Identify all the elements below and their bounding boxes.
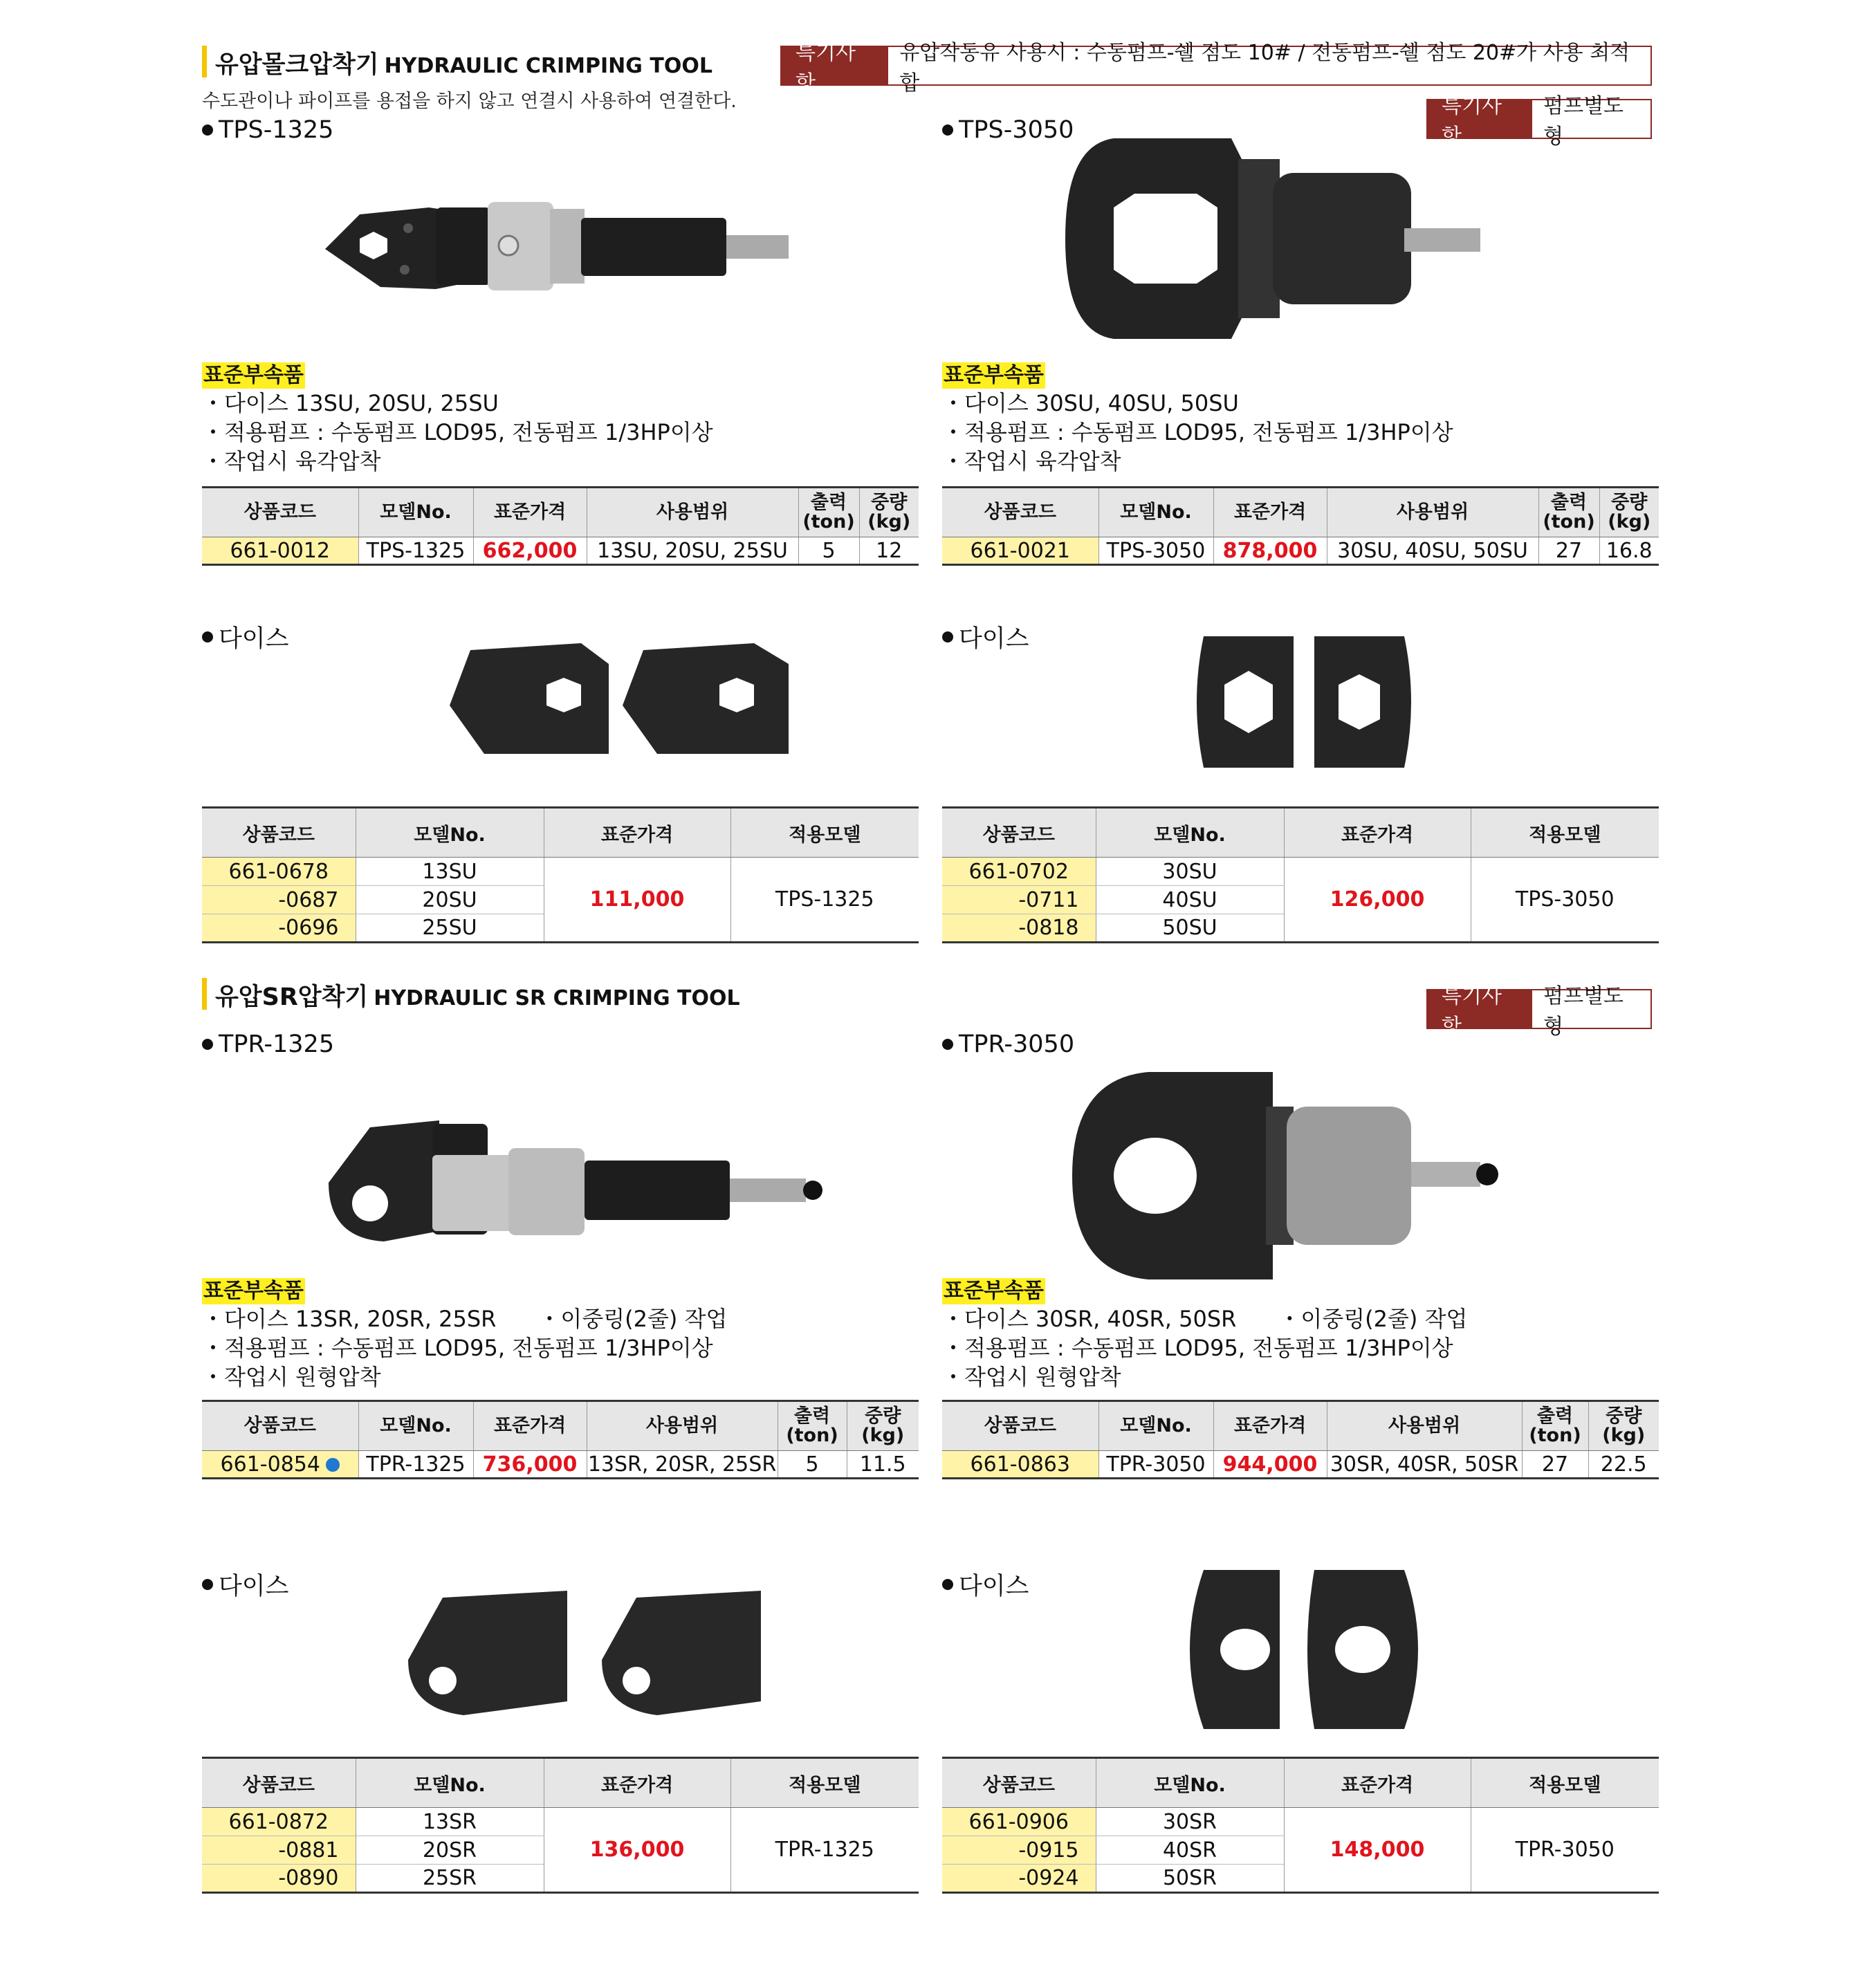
model-no: 50SR [1096,1865,1284,1893]
weight-kg: 16.8 [1599,537,1659,565]
standard-accessories [942,1278,1467,1392]
model-heading [942,1030,1074,1058]
dies-image-tpr1325 [401,1584,775,1722]
note-tag: 특기사항 [1428,990,1532,1028]
header-range: 사용범위 [587,488,798,537]
section-title-sr-crimping [202,978,740,1010]
header-weight: 중량 (kg) [847,1401,919,1451]
accessory-line: ・작업시 원형압착 [202,1364,381,1390]
bullet-icon [942,1039,953,1050]
product-code: 661-0678 [202,858,356,886]
header-apply: 적용모델 [1471,808,1659,858]
section-title-en: HYDRAULIC SR CRIMPING TOOL [374,986,740,1010]
dies-label: 다이스 [219,625,289,653]
header-price: 표준가격 [1213,488,1327,537]
model-name: TPR-3050 [959,1030,1075,1058]
table-row [942,537,1659,565]
product-code: 661-0906 [942,1808,1096,1836]
header-apply: 적용모델 [1471,1758,1659,1808]
standard-accessories [202,1278,727,1392]
header-model: 모델No. [356,808,544,858]
section-title-ko: 유압몰크압착기 [215,51,379,79]
section-description: 수도관이나 파이프를 용접을 하지 않고 연결시 사용하여 연결한다. [202,91,737,112]
price: 136,000 [544,1808,730,1893]
model-heading [202,1030,334,1058]
header-output: 출력 (ton) [778,1401,847,1451]
header-range: 사용범위 [587,1401,778,1451]
model-name: TPS-3050 [959,116,1074,144]
product-code: -0890 [202,1865,356,1893]
accessories-title: 표준부속품 [944,1279,1044,1303]
output-ton: 5 [798,537,859,565]
section-title-ko: 유압SR압착기 [215,983,369,1011]
model-name: TPR-1325 [219,1030,335,1058]
table-row [202,537,919,565]
header-code: 상품코드 [942,1401,1098,1451]
model-no: 25SR [356,1865,544,1893]
product-image-tpr1325 [322,1107,847,1252]
table-row [202,858,919,886]
weight-kg: 12 [859,537,919,565]
product-table [942,486,1659,566]
header-price: 표준가격 [1284,1758,1471,1808]
header-range: 사용범위 [1327,488,1538,537]
accessory-line: ・적용펌프 : 수동펌프 LOD95, 전동펌프 1/3HP이상 [942,419,1453,445]
output-ton: 27 [1522,1451,1588,1479]
header-price: 표준가격 [1213,1401,1327,1451]
model-no: 30SU [1096,858,1284,886]
model-no: 30SR [1096,1808,1284,1836]
accessory-line: ・다이스 30SU, 40SU, 50SU [942,390,1239,416]
product-code: -0915 [942,1836,1096,1865]
header-output: 출력 (ton) [1522,1401,1588,1451]
dies-heading [202,620,288,654]
bullet-icon [202,631,213,643]
product-code: -0881 [202,1836,356,1865]
output-ton: 27 [1538,537,1599,565]
new-item-dot-icon [326,1458,340,1472]
section-title-en: HYDRAULIC CRIMPING TOOL [384,54,712,78]
usage-range: 13SU, 20SU, 25SU [587,537,798,565]
product-image-tpr3050 [1065,1065,1508,1286]
header-price: 표준가격 [544,1758,730,1808]
apply-model: TPR-1325 [730,1808,919,1893]
product-code: 661-0854 [202,1451,358,1479]
header-price: 표준가격 [544,808,730,858]
header-weight: 중량 (kg) [859,488,919,537]
note-tag: 특기사항 [782,47,888,84]
weight-kg: 22.5 [1588,1451,1659,1479]
dies-image-tps3050 [1190,622,1425,775]
header-model: 모델No. [1096,808,1284,858]
accessory-line: ・다이스 30SR, 40SR, 50SR ・이중링(2줄) 작업 [942,1306,1468,1332]
table-row [942,1451,1659,1479]
bullet-icon [202,1039,213,1050]
accessory-line: ・다이스 13SR, 20SR, 25SR ・이중링(2줄) 작업 [202,1306,728,1332]
note-text: 펌프별도형 [1532,990,1650,1028]
header-price: 표준가격 [473,1401,587,1451]
section-title-crimping [202,46,712,77]
product-code: 661-0702 [942,858,1096,886]
bullet-icon [942,631,953,643]
note-text: 유압작동유 사용시 : 수동펌프-쉘 점도 10# / 전동펌프-쉘 점도 20#가 사용 최적합 [888,47,1650,84]
product-table [942,1400,1659,1479]
price: 944,000 [1213,1451,1327,1479]
standard-accessories [942,362,1453,476]
bullet-icon [202,124,213,136]
model-no: TPR-3050 [1098,1451,1213,1479]
model-no: 20SR [356,1836,544,1865]
header-price: 표준가격 [473,488,587,537]
output-ton: 5 [778,1451,847,1479]
price: 148,000 [1284,1808,1471,1893]
header-weight: 중량 (kg) [1599,488,1659,537]
header-model: 모델No. [1098,488,1213,537]
accessories-title: 표준부속품 [203,363,304,387]
dies-label: 다이스 [959,1573,1029,1600]
model-no: 25SU [356,914,544,943]
model-heading [202,116,333,144]
table-row [202,1451,919,1479]
header-model: 모델No. [1098,1401,1213,1451]
product-code: 661-0021 [942,537,1098,565]
model-no: 20SU [356,886,544,914]
header-model: 모델No. [358,488,473,537]
apply-model: TPR-3050 [1471,1808,1659,1893]
header-code: 상품코드 [202,808,356,858]
header-range: 사용범위 [1327,1401,1522,1451]
price: 126,000 [1284,858,1471,943]
apply-model: TPS-1325 [730,858,919,943]
dies-image-tpr3050 [1176,1563,1439,1736]
dies-heading [202,1567,288,1602]
dies-heading [942,1567,1029,1602]
product-table [202,1400,919,1479]
special-note-oil [780,41,1652,95]
header-model: 모델No. [356,1758,544,1808]
dies-table [942,1757,1659,1894]
model-no: TPS-3050 [1098,537,1213,565]
usage-range: 30SR, 40SR, 50SR [1327,1451,1522,1479]
dies-image-tps1325 [443,636,802,761]
bullet-icon [942,124,953,136]
header-output: 출력 (ton) [1538,488,1599,537]
table-row [942,1808,1659,1836]
weight-kg: 11.5 [847,1451,919,1479]
accessories-title: 표준부속품 [203,1279,304,1303]
product-code: -0696 [202,914,356,943]
bullet-icon [942,1579,953,1590]
product-table [202,486,919,566]
header-weight: 중량 (kg) [1588,1401,1659,1451]
price: 878,000 [1213,537,1327,565]
product-code: 661-0863 [942,1451,1098,1479]
model-no: 40SU [1096,886,1284,914]
header-code: 상품코드 [942,488,1098,537]
header-apply: 적용모델 [730,808,919,858]
dies-heading [942,620,1029,654]
note-text: 펌프별도형 [1532,100,1650,138]
header-price: 표준가격 [1284,808,1471,858]
model-name: TPS-1325 [219,116,334,144]
accessories-title: 표준부속품 [944,363,1044,387]
model-no: TPS-1325 [358,537,473,565]
accessory-line: ・다이스 13SU, 20SU, 25SU [202,390,499,416]
usage-range: 30SU, 40SU, 50SU [1327,537,1538,565]
header-model: 모델No. [358,1401,473,1451]
accessory-line: ・적용펌프 : 수동펌프 LOD95, 전동펌프 1/3HP이상 [202,1335,713,1361]
dies-table [202,1757,919,1894]
header-output: 출력 (ton) [798,488,859,537]
accessory-line: ・작업시 육각압착 [942,448,1121,474]
dies-table [942,806,1659,943]
dies-label: 다이스 [219,1573,289,1600]
product-code: -0711 [942,886,1096,914]
dies-table [202,806,919,943]
dies-label: 다이스 [959,625,1029,653]
product-code: -0818 [942,914,1096,943]
accessory-line: ・적용펌프 : 수동펌프 LOD95, 전동펌프 1/3HP이상 [202,419,713,445]
model-heading [942,116,1074,144]
model-no: 50SU [1096,914,1284,943]
model-no: 40SR [1096,1836,1284,1865]
header-apply: 적용모델 [730,1758,919,1808]
header-model: 모델No. [1096,1758,1284,1808]
accessory-line: ・작업시 육각압착 [202,448,381,474]
standard-accessories [202,362,713,476]
product-code: 661-0012 [202,537,358,565]
apply-model: TPS-3050 [1471,858,1659,943]
model-no: TPR-1325 [358,1451,473,1479]
table-row [942,858,1659,886]
usage-range: 13SR, 20SR, 25SR [587,1451,778,1479]
note-tag: 특기사항 [1428,100,1532,138]
header-code: 상품코드 [202,1758,356,1808]
header-code: 상품코드 [942,808,1096,858]
price: 111,000 [544,858,730,943]
product-image-tps1325 [318,173,802,311]
product-image-tps3050 [1058,124,1501,353]
model-no: 13SU [356,858,544,886]
accessory-line: ・적용펌프 : 수동펌프 LOD95, 전동펌프 1/3HP이상 [942,1335,1453,1361]
product-code: -0924 [942,1865,1096,1893]
product-code: 661-0872 [202,1808,356,1836]
price: 736,000 [473,1451,587,1479]
header-code: 상품코드 [202,488,358,537]
model-no: 13SR [356,1808,544,1836]
table-row [202,1808,919,1836]
product-code: -0687 [202,886,356,914]
header-code: 상품코드 [202,1401,358,1451]
bullet-icon [202,1579,213,1590]
special-note-pump [1426,984,1652,1039]
price: 662,000 [473,537,587,565]
accessory-line: ・작업시 원형압착 [942,1364,1121,1390]
header-code: 상품코드 [942,1758,1096,1808]
